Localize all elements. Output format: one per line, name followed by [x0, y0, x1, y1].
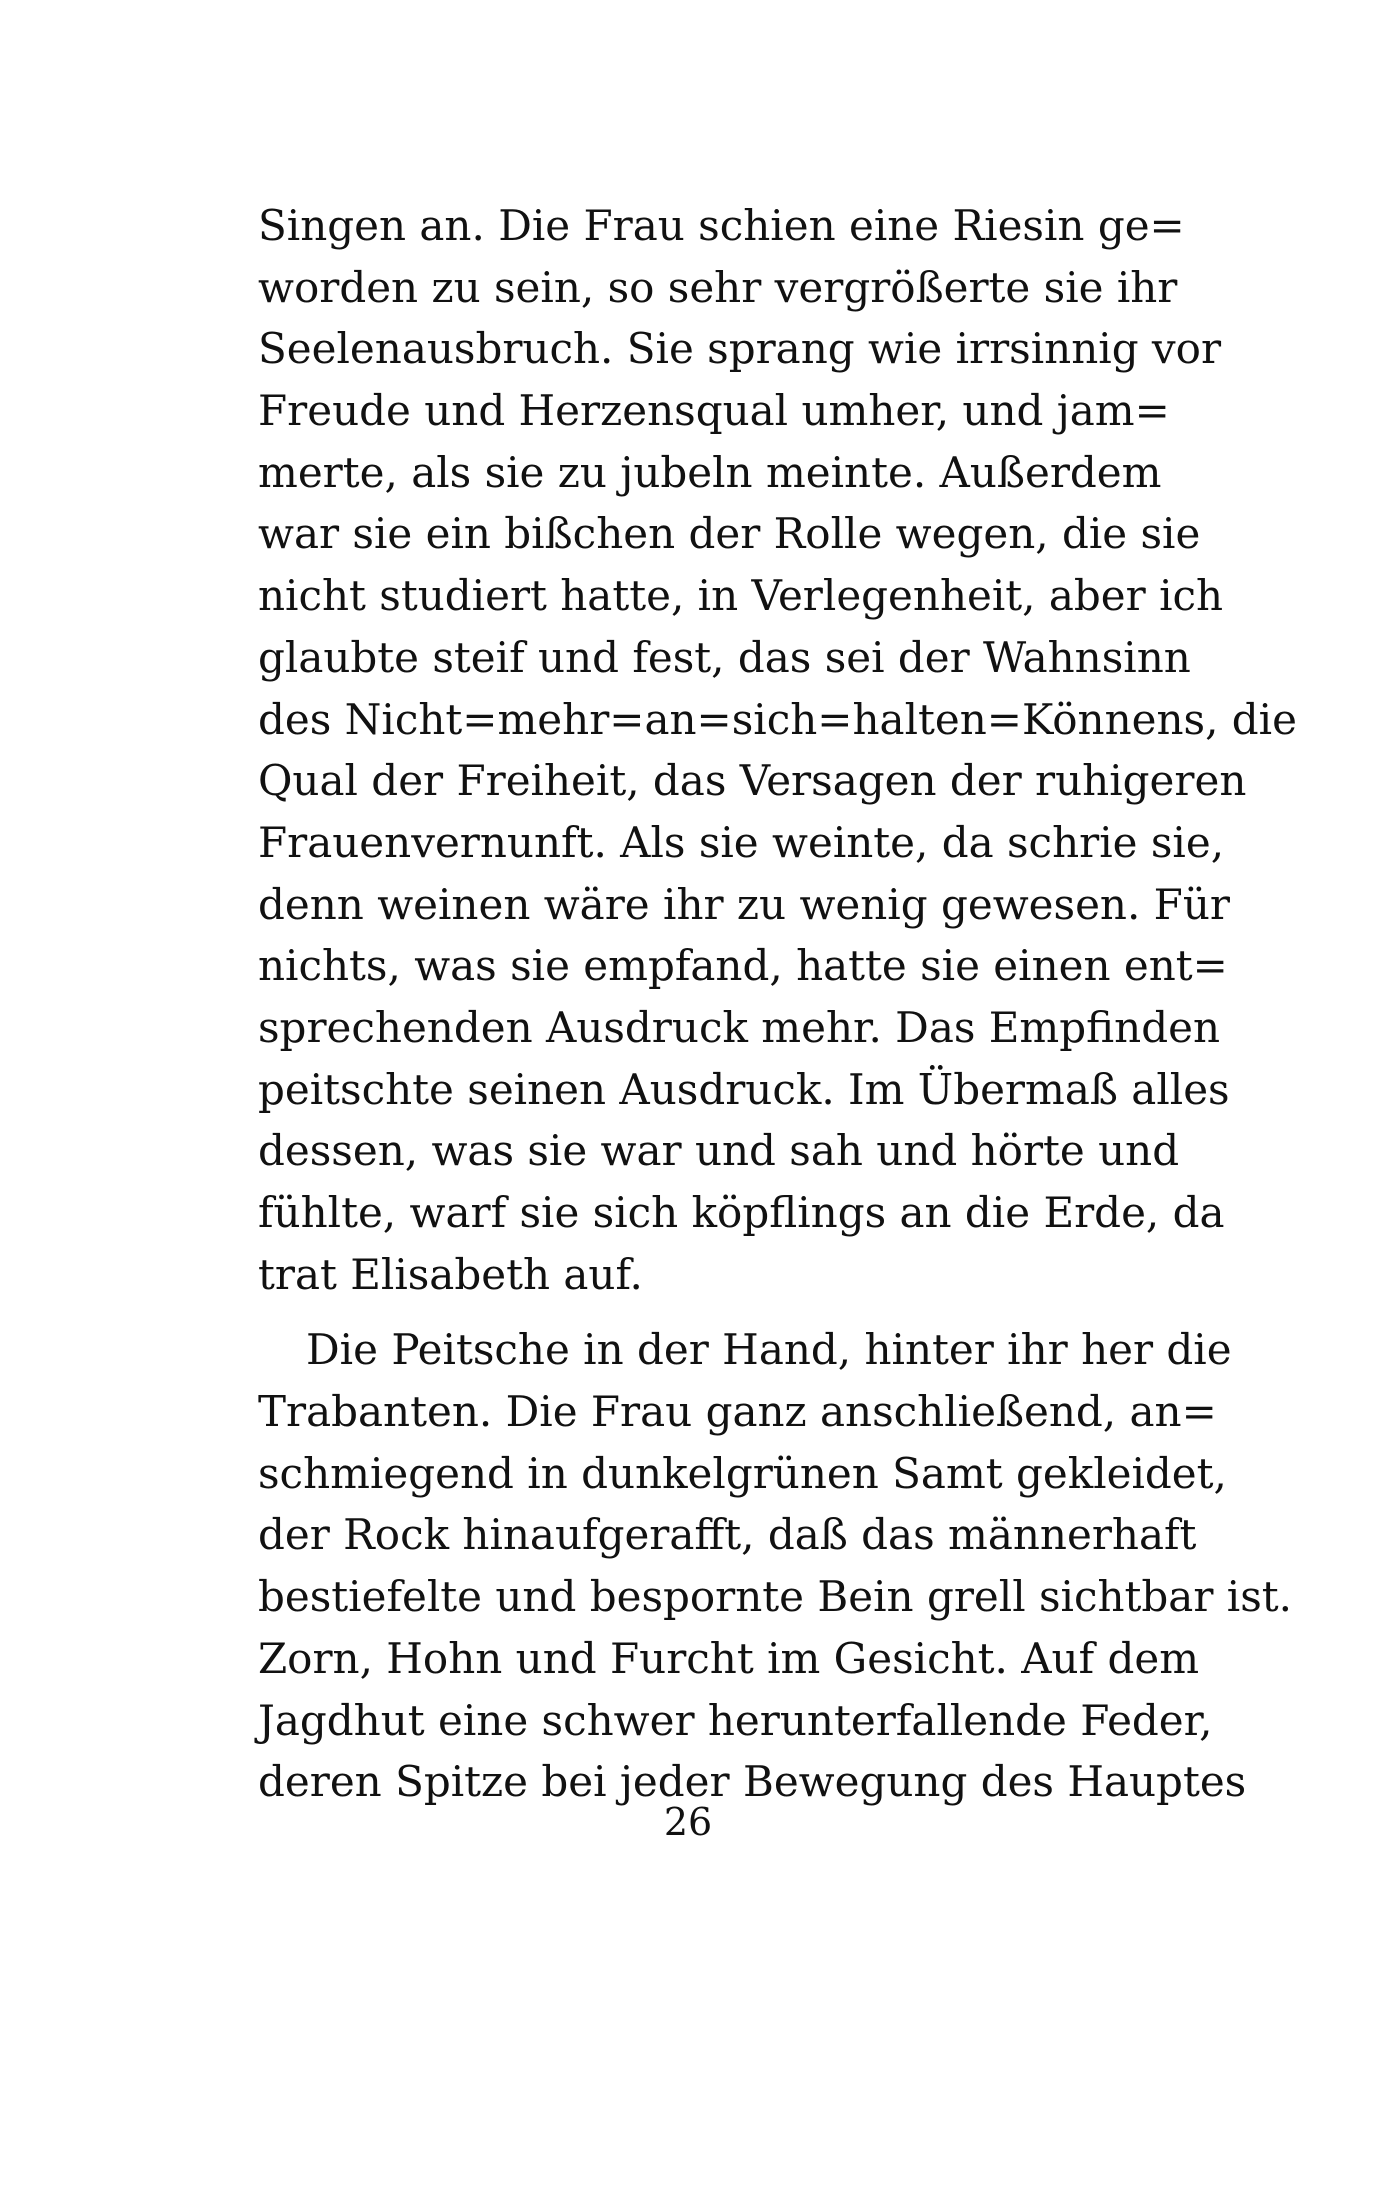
text-line: denn weinen wäre ihr zu wenig gewesen. Für [258, 879, 1230, 929]
text-line: war sie ein bißchen der Rolle wegen, die sie [258, 509, 1201, 559]
text-line: der Rock hinaufgerafft, daß das männerhaft [258, 1510, 1197, 1560]
text-line: merte, als sie zu jubeln meinte. Außerdem [258, 447, 1162, 497]
text-line: peitschte seinen Ausdruck. Im Übermaß alles [258, 1064, 1230, 1114]
text-line: bestiefelte und bespornte Bein grell sichtbar ist. [258, 1572, 1292, 1622]
text-line: Singen an. Die Frau schien eine Riesin ge= [258, 201, 1185, 250]
text-line: Die Peitsche in der Hand, hinter ihr her die [306, 1325, 1232, 1375]
text-line: Zorn, Hohn und Furcht im Gesicht. Auf dem [258, 1633, 1200, 1683]
text-line: fühlte, warf sie sich köpflings an die Erde, da [258, 1188, 1225, 1237]
text-line: trat Elisabeth auf. [258, 1249, 643, 1299]
text-line: deren Spitze bei jeder Bewegung des Hauptes [258, 1757, 1247, 1807]
paragraph-gap [258, 1305, 1150, 1319]
text-line: Trabanten. Die Frau ganz anschließend, an= [258, 1387, 1217, 1437]
text-line: nichts, was sie empfand, hatte sie einen ent= [258, 941, 1228, 991]
text-line: sprechenden Ausdruck mehr. Das Empfinden [258, 1002, 1221, 1052]
text-line: Freude und Herzensqual umher, und jam= [258, 386, 1170, 436]
text-line: worden zu sein, so sehr vergrößerte sie ihr [258, 262, 1178, 312]
text-line: dessen, was sie war und sah und hörte und [258, 1126, 1180, 1176]
text-line: Jagdhut eine schwer herunterfallende Feder, [258, 1695, 1213, 1745]
text-line: Frauenvernunft. Als sie weinte, da schrie sie, [258, 817, 1225, 867]
page-number: 26 [663, 1800, 713, 1844]
text-line: schmiegend in dunkelgrünen Samt gekleidet, [258, 1448, 1227, 1498]
text-line: des Nicht=mehr=an=sich=halten=Könnens, die [258, 694, 1297, 744]
text-line: nicht studiert hatte, in Verlegenheit, aber ich [258, 571, 1224, 621]
text-line: Qual der Freiheit, das Versagen der ruhigeren [258, 756, 1247, 806]
body-text [258, 195, 1297, 1813]
text-line: Seelenausbruch. Sie sprang wie irrsinnig vor [258, 324, 1222, 374]
text-line: glaubte steif und fest, das sei der Wahnsinn [258, 632, 1191, 682]
